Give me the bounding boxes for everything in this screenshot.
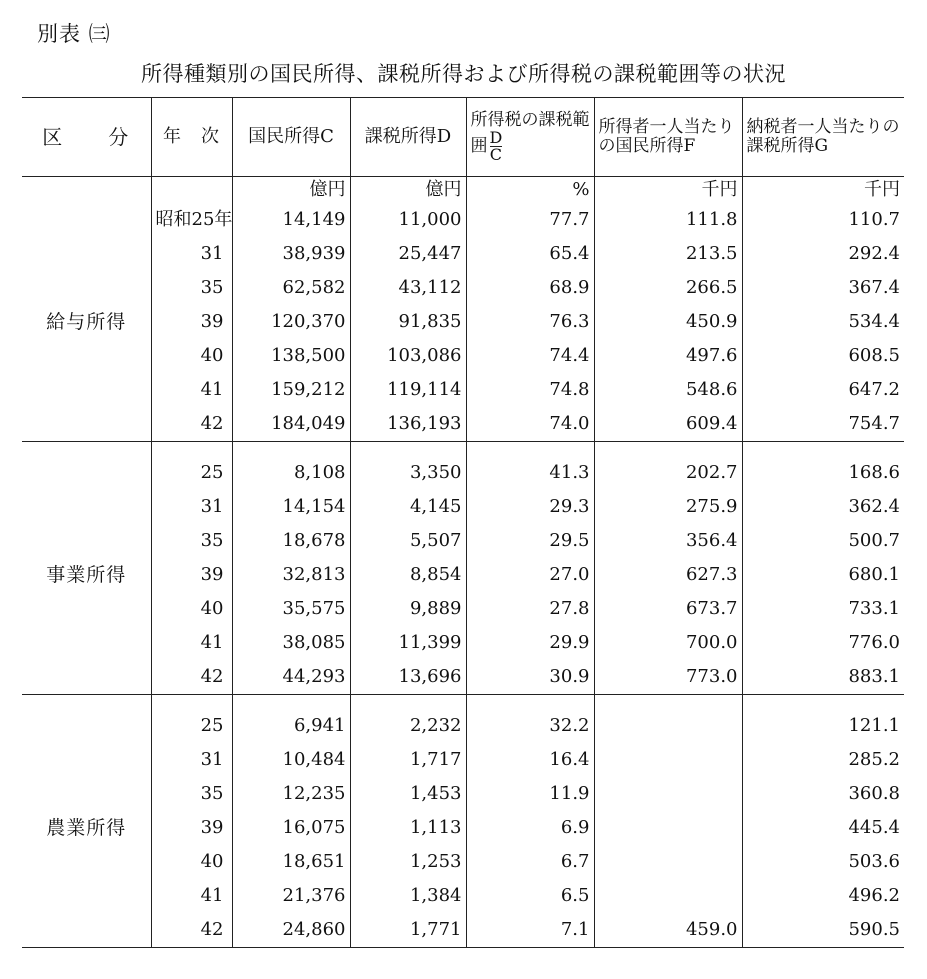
spacer-cell: [232, 695, 350, 710]
value-cell: 12,235: [232, 777, 350, 811]
value-cell: 609.4: [594, 407, 742, 442]
value-cell: 11.9: [466, 777, 594, 811]
value-cell: 168.6: [742, 456, 904, 490]
header-per-taxpayer: 納税者一人当たりの課税所得G: [742, 98, 904, 177]
value-cell: 159,212: [232, 373, 350, 407]
value-cell: 32,813: [232, 558, 350, 592]
header-taxable-income: 課税所得D: [350, 98, 466, 177]
value-cell: 548.6: [594, 373, 742, 407]
value-cell: 119,114: [350, 373, 466, 407]
value-cell: 6.9: [466, 811, 594, 845]
value-cell: 266.5: [594, 271, 742, 305]
value-cell: 62,582: [232, 271, 350, 305]
value-cell: 18,651: [232, 845, 350, 879]
value-cell: 6.5: [466, 879, 594, 913]
value-cell: 41.3: [466, 456, 594, 490]
appendix-label: 別表 ㈢: [37, 22, 111, 46]
value-cell: 362.4: [742, 490, 904, 524]
value-cell: 608.5: [742, 339, 904, 373]
value-cell: 65.4: [466, 237, 594, 271]
value-cell: 6.7: [466, 845, 594, 879]
value-cell: 120,370: [232, 305, 350, 339]
value-cell: 11,399: [350, 626, 466, 660]
value-cell: 285.2: [742, 743, 904, 777]
fraction-denominator: C: [489, 145, 503, 164]
table-title: 所得種類別の国民所得、課税所得および所得税の課税範囲等の状況: [141, 62, 786, 86]
spacer-cell: [466, 695, 594, 710]
value-cell: [594, 777, 742, 811]
table-row: [22, 407, 904, 442]
value-cell: 14,154: [232, 490, 350, 524]
value-cell: 16.4: [466, 743, 594, 777]
table-row: [22, 558, 904, 592]
year-cell: 35: [151, 524, 232, 558]
value-cell: 68.9: [466, 271, 594, 305]
table-row: [22, 845, 904, 879]
value-cell: 8,854: [350, 558, 466, 592]
value-cell: 138,500: [232, 339, 350, 373]
value-cell: 1,717: [350, 743, 466, 777]
value-cell: 35,575: [232, 592, 350, 626]
spacer-cell: [22, 695, 151, 710]
year-cell: 42: [151, 913, 232, 948]
value-cell: 754.7: [742, 407, 904, 442]
unit-cell: 億円: [350, 177, 466, 204]
value-cell: 38,085: [232, 626, 350, 660]
year-cell: 41: [151, 879, 232, 913]
value-cell: 76.3: [466, 305, 594, 339]
value-cell: 367.4: [742, 271, 904, 305]
unit-cell: 億円: [232, 177, 350, 204]
value-cell: 24,860: [232, 913, 350, 948]
value-cell: [594, 879, 742, 913]
value-cell: 74.4: [466, 339, 594, 373]
value-cell: 202.7: [594, 456, 742, 490]
value-cell: 700.0: [594, 626, 742, 660]
value-cell: 74.0: [466, 407, 594, 442]
year-cell: 42: [151, 407, 232, 442]
value-cell: 10,484: [232, 743, 350, 777]
table-row: [22, 271, 904, 305]
value-cell: 103,086: [350, 339, 466, 373]
value-cell: 3,350: [350, 456, 466, 490]
value-cell: 1,113: [350, 811, 466, 845]
year-cell: 41: [151, 373, 232, 407]
table-row: [22, 626, 904, 660]
value-cell: 29.9: [466, 626, 594, 660]
value-cell: 496.2: [742, 879, 904, 913]
year-cell: 31: [151, 237, 232, 271]
value-cell: 184,049: [232, 407, 350, 442]
header-year: 年 次: [151, 98, 232, 177]
year-cell: 39: [151, 305, 232, 339]
year-cell: 31: [151, 743, 232, 777]
value-cell: 27.0: [466, 558, 594, 592]
value-cell: 136,193: [350, 407, 466, 442]
value-cell: 1,253: [350, 845, 466, 879]
spacer-cell: [232, 442, 350, 457]
value-cell: 11,000: [350, 203, 466, 237]
value-cell: 44,293: [232, 660, 350, 695]
value-cell: 1,771: [350, 913, 466, 948]
year-cell: 39: [151, 558, 232, 592]
table-row: [22, 811, 904, 845]
group-label: 農業所得: [22, 709, 151, 948]
unit-cell: [22, 177, 151, 204]
table-body: [22, 177, 904, 948]
value-cell: 503.6: [742, 845, 904, 879]
group-label: 給与所得: [22, 203, 151, 442]
value-cell: 6,941: [232, 709, 350, 743]
value-cell: 121.1: [742, 709, 904, 743]
table-row: [22, 660, 904, 695]
group-spacer: [22, 442, 904, 457]
value-cell: 29.5: [466, 524, 594, 558]
value-cell: 29.3: [466, 490, 594, 524]
value-cell: [594, 845, 742, 879]
table-row: [22, 490, 904, 524]
value-cell: 776.0: [742, 626, 904, 660]
value-cell: 27.8: [466, 592, 594, 626]
value-cell: 680.1: [742, 558, 904, 592]
spacer-cell: [151, 695, 232, 710]
value-cell: 647.2: [742, 373, 904, 407]
unit-cell: %: [466, 177, 594, 204]
table-row: [22, 305, 904, 339]
table-row: [22, 237, 904, 271]
value-cell: 292.4: [742, 237, 904, 271]
value-cell: 883.1: [742, 660, 904, 695]
year-cell: 41: [151, 626, 232, 660]
value-cell: 773.0: [594, 660, 742, 695]
value-cell: 500.7: [742, 524, 904, 558]
value-cell: 77.7: [466, 203, 594, 237]
value-cell: 14,149: [232, 203, 350, 237]
value-cell: 111.8: [594, 203, 742, 237]
value-cell: 8,108: [232, 456, 350, 490]
value-cell: 74.8: [466, 373, 594, 407]
value-cell: 2,232: [350, 709, 466, 743]
header-tax-scope-fraction: [490, 130, 503, 163]
spacer-cell: [742, 695, 904, 710]
unit-cell: 千円: [742, 177, 904, 204]
unit-cell: [151, 177, 232, 204]
year-cell: 40: [151, 592, 232, 626]
spacer-cell: [22, 442, 151, 457]
income-table: [22, 97, 904, 948]
spacer-cell: [350, 442, 466, 457]
year-cell: 42: [151, 660, 232, 695]
table-row: [22, 777, 904, 811]
value-cell: 25,447: [350, 237, 466, 271]
header-tax-scope-text: 所得税の課税範囲: [470, 110, 590, 156]
value-cell: 213.5: [594, 237, 742, 271]
value-cell: 356.4: [594, 524, 742, 558]
value-cell: 21,376: [232, 879, 350, 913]
value-cell: 4,145: [350, 490, 466, 524]
value-cell: 18,678: [232, 524, 350, 558]
value-cell: 1,384: [350, 879, 466, 913]
year-cell: 25: [151, 709, 232, 743]
value-cell: 275.9: [594, 490, 742, 524]
year-cell: 40: [151, 845, 232, 879]
table-row: [22, 709, 904, 743]
value-cell: 32.2: [466, 709, 594, 743]
value-cell: 445.4: [742, 811, 904, 845]
group-spacer: [22, 695, 904, 710]
value-cell: [594, 743, 742, 777]
spacer-cell: [466, 442, 594, 457]
year-cell: 40: [151, 339, 232, 373]
fraction-numerator: D: [489, 128, 503, 147]
year-cell: 昭和25年: [151, 203, 232, 237]
table-row: [22, 592, 904, 626]
year-cell: 35: [151, 777, 232, 811]
unit-row: [22, 177, 904, 204]
value-cell: 7.1: [466, 913, 594, 948]
value-cell: 534.4: [742, 305, 904, 339]
value-cell: 30.9: [466, 660, 594, 695]
header-tax-scope: [466, 98, 594, 177]
group-label: 事業所得: [22, 456, 151, 695]
value-cell: [594, 709, 742, 743]
spacer-cell: [594, 695, 742, 710]
value-cell: 16,075: [232, 811, 350, 845]
value-cell: [594, 811, 742, 845]
header-category: 区 分: [22, 98, 151, 177]
value-cell: 360.8: [742, 777, 904, 811]
year-cell: 25: [151, 456, 232, 490]
value-cell: 91,835: [350, 305, 466, 339]
value-cell: 673.7: [594, 592, 742, 626]
value-cell: 459.0: [594, 913, 742, 948]
value-cell: 13,696: [350, 660, 466, 695]
header-national-income: 国民所得C: [232, 98, 350, 177]
value-cell: 590.5: [742, 913, 904, 948]
table-row: [22, 373, 904, 407]
value-cell: 497.6: [594, 339, 742, 373]
value-cell: 9,889: [350, 592, 466, 626]
table-row: [22, 339, 904, 373]
spacer-cell: [594, 442, 742, 457]
value-cell: 450.9: [594, 305, 742, 339]
year-cell: 35: [151, 271, 232, 305]
value-cell: 733.1: [742, 592, 904, 626]
value-cell: 43,112: [350, 271, 466, 305]
value-cell: 627.3: [594, 558, 742, 592]
value-cell: 1,453: [350, 777, 466, 811]
value-cell: 38,939: [232, 237, 350, 271]
table-row: [22, 456, 904, 490]
spacer-cell: [151, 442, 232, 457]
table-row: [22, 879, 904, 913]
spacer-cell: [742, 442, 904, 457]
value-cell: 110.7: [742, 203, 904, 237]
table-row: [22, 203, 904, 237]
value-cell: 5,507: [350, 524, 466, 558]
table-row: [22, 913, 904, 948]
spacer-cell: [350, 695, 466, 710]
unit-cell: 千円: [594, 177, 742, 204]
table-row: [22, 743, 904, 777]
year-cell: 39: [151, 811, 232, 845]
header-per-earner: 所得者一人当たりの国民所得F: [594, 98, 742, 177]
table-row: [22, 524, 904, 558]
year-cell: 31: [151, 490, 232, 524]
